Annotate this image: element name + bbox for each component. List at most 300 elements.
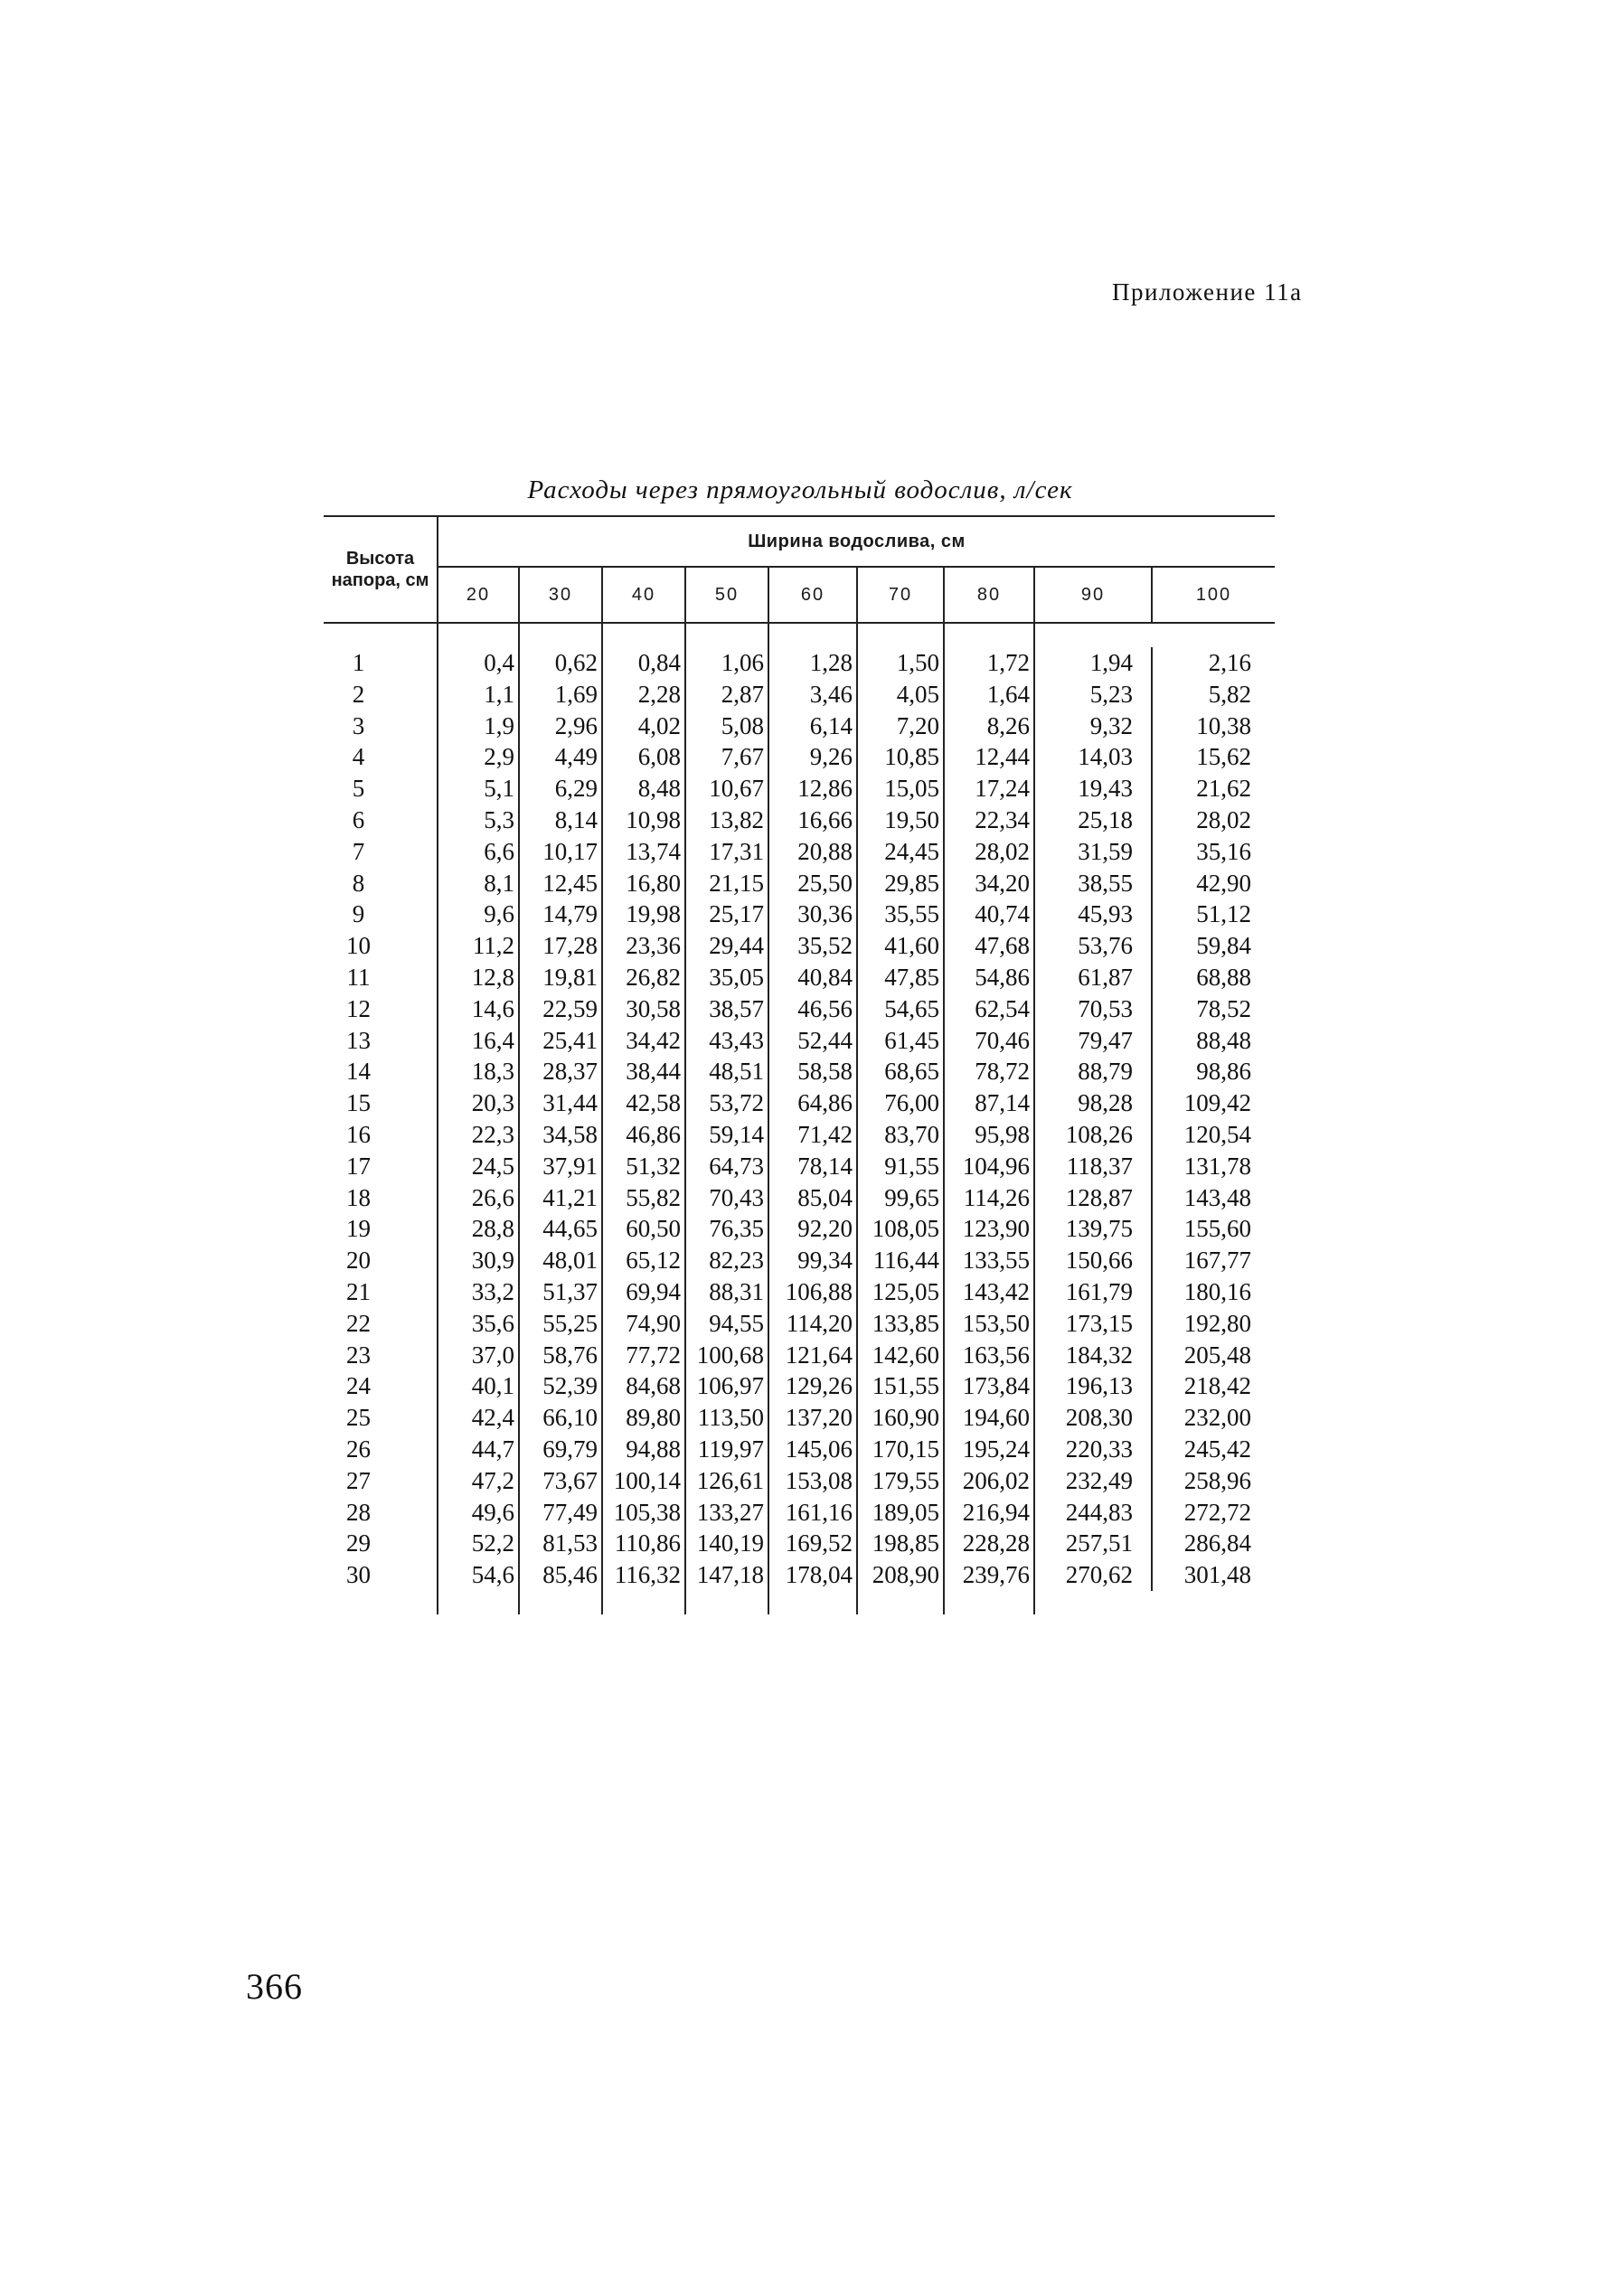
value-cell: 59,14 [685,1119,768,1151]
value-cell: 5,82 [1208,680,1252,708]
value-cell: 1,9 [438,710,519,742]
value-cell: 6,6 [438,836,519,868]
table-row [324,1465,1275,1497]
spacer-cell [324,1591,438,1614]
value-cell: 44,65 [519,1213,602,1245]
head-cell: 28 [324,1497,438,1529]
value-cell: 143,42 [944,1276,1034,1308]
value-cell: 61,45 [857,1025,944,1057]
value-cell: 208,30 [1034,1402,1152,1434]
value-cell: 77,72 [602,1340,685,1371]
head-cell: 26 [324,1434,438,1465]
value-cell: 38,44 [602,1056,685,1087]
value-cell: 208,90 [857,1559,944,1591]
value-cell: 70,46 [944,1025,1034,1057]
value-cell: 8,1 [438,868,519,899]
value-cell: 180,16 [1183,1277,1252,1305]
table-row [324,1276,1275,1308]
value-cell: 35,6 [438,1308,519,1340]
value-cell: 1,72 [944,647,1034,679]
value-cell: 26,6 [438,1182,519,1214]
value-cell: 22,59 [519,993,602,1025]
value-cell: 76,35 [685,1213,768,1245]
value-cell: 25,50 [768,868,857,899]
value-cell: 31,59 [1034,836,1152,868]
table-row [324,1370,1275,1402]
table-row [324,836,1275,868]
value-cell: 153,50 [944,1308,1034,1340]
table-row [324,805,1275,836]
value-cell: 91,55 [857,1151,944,1182]
value-cell: 12,8 [438,962,519,993]
head-cell: 17 [324,1151,438,1182]
value-cell: 2,87 [685,679,768,710]
spacer-cell [1034,1591,1152,1614]
head-cell: 4 [324,741,438,773]
value-cell: 104,96 [944,1151,1034,1182]
value-cell: 69,79 [519,1434,602,1465]
value-cell: 1,69 [519,679,602,710]
head-cell: 15 [324,1087,438,1119]
value-cell: 22,34 [944,805,1034,836]
value-cell: 21,62 [1196,775,1252,803]
value-cell: 2,28 [602,679,685,710]
value-cell: 126,61 [685,1465,768,1497]
value-cell: 17,24 [944,773,1034,805]
value-cell: 95,98 [944,1119,1034,1151]
head-cell: 19 [324,1213,438,1245]
spacer-cell [438,623,519,647]
value-cell: 10,98 [602,805,685,836]
value-cell: 196,13 [1034,1370,1152,1402]
value-cell: 12,45 [519,868,602,899]
table-row [324,1119,1275,1151]
table-row [324,741,1275,773]
value-cell: 54,86 [944,962,1034,993]
value-cell: 161,16 [768,1497,857,1529]
value-cell: 37,91 [519,1151,602,1182]
value-cell: 37,0 [438,1340,519,1371]
value-cell: 65,12 [602,1245,685,1276]
value-cell: 2,16 [1208,649,1252,676]
table-row [324,993,1275,1025]
value-cell: 151,55 [857,1370,944,1402]
value-cell: 109,42 [1183,1089,1252,1117]
value-cell: 5,3 [438,805,519,836]
value-cell: 92,20 [768,1213,857,1245]
value-cell: 205,48 [1183,1341,1252,1369]
value-cell: 160,90 [857,1402,944,1434]
value-cell: 120,54 [1183,1120,1252,1148]
table-row [324,1245,1275,1276]
value-cell: 139,75 [1034,1213,1152,1245]
value-cell: 25,17 [685,899,768,930]
spacer-cell [768,623,857,647]
value-cell: 17,31 [685,836,768,868]
value-cell: 153,08 [768,1465,857,1497]
value-cell: 61,87 [1034,962,1152,993]
value-cell: 89,80 [602,1402,685,1434]
head-cell: 13 [324,1025,438,1057]
table-row [324,710,1275,742]
table-row [324,1308,1275,1340]
head-cell: 11 [324,962,438,993]
value-cell: 84,68 [602,1370,685,1402]
value-cell: 34,58 [519,1119,602,1151]
value-cell: 140,19 [685,1528,768,1559]
table-tail-row [324,1591,1275,1614]
head-cell: 10 [324,930,438,962]
spacer-cell [685,1591,768,1614]
value-cell: 121,64 [768,1340,857,1371]
value-cell: 116,32 [602,1559,685,1591]
value-cell: 198,85 [857,1528,944,1559]
value-cell: 7,67 [685,741,768,773]
value-cell: 6,29 [519,773,602,805]
value-cell: 20,3 [438,1087,519,1119]
value-cell: 14,6 [438,993,519,1025]
value-cell: 58,76 [519,1340,602,1371]
value-cell: 108,26 [1034,1119,1152,1151]
value-cell: 51,32 [602,1151,685,1182]
value-cell: 47,68 [944,930,1034,962]
head-cell: 23 [324,1340,438,1371]
value-cell: 51,37 [519,1276,602,1308]
value-cell: 1,06 [685,647,768,679]
value-cell: 47,2 [438,1465,519,1497]
value-cell: 10,38 [1196,711,1252,739]
value-cell: 9,26 [768,741,857,773]
value-cell: 43,43 [685,1025,768,1057]
value-cell: 47,85 [857,962,944,993]
head-cell: 1 [324,647,438,679]
value-cell: 31,44 [519,1087,602,1119]
value-cell: 34,20 [944,868,1034,899]
value-cell: 170,15 [857,1434,944,1465]
value-cell: 87,14 [944,1087,1034,1119]
value-cell: 55,82 [602,1182,685,1214]
value-cell: 133,85 [857,1308,944,1340]
spacer-cell [944,623,1034,647]
width-header-cell: 30 [519,567,602,623]
value-cell: 78,52 [1196,994,1252,1022]
width-group-header: Ширина водослива, см [438,516,1275,567]
head-cell: 18 [324,1182,438,1214]
spacer-cell [602,1591,685,1614]
spacer-cell [438,1591,519,1614]
value-cell: 178,04 [768,1559,857,1591]
value-cell: 228,28 [944,1528,1034,1559]
value-cell: 125,05 [857,1276,944,1308]
value-cell: 24,45 [857,836,944,868]
value-cell: 23,36 [602,930,685,962]
width-header-cell: 100 [1152,567,1275,623]
value-cell: 2,9 [438,741,519,773]
value-cell: 19,43 [1034,773,1152,805]
spacer-cell [857,623,944,647]
value-cell: 81,53 [519,1528,602,1559]
value-cell: 244,83 [1034,1497,1152,1529]
value-cell: 216,94 [944,1497,1034,1529]
value-cell: 9,32 [1034,710,1152,742]
value-cell: 301,48 [1183,1561,1252,1589]
page-number: 366 [246,1966,303,2007]
value-cell: 40,1 [438,1370,519,1402]
value-cell: 113,50 [685,1402,768,1434]
head-cell: 20 [324,1245,438,1276]
table-row [324,1213,1275,1245]
value-cell: 11,2 [438,930,519,962]
value-cell: 40,74 [944,899,1034,930]
value-cell: 173,15 [1034,1308,1152,1340]
table-row [324,1340,1275,1371]
table-row [324,1528,1275,1559]
value-cell: 2,96 [519,710,602,742]
value-cell: 4,05 [857,679,944,710]
value-cell: 5,08 [685,710,768,742]
spacer-cell [768,1591,857,1614]
value-cell: 35,52 [768,930,857,962]
table-row [324,962,1275,993]
value-cell: 64,73 [685,1151,768,1182]
value-cell: 54,65 [857,993,944,1025]
value-cell: 51,12 [1196,900,1252,928]
value-cell: 270,62 [1034,1559,1152,1591]
value-cell: 286,84 [1183,1529,1252,1557]
value-cell: 12,86 [768,773,857,805]
value-cell: 1,50 [857,647,944,679]
value-cell: 79,47 [1034,1025,1152,1057]
value-cell: 25,18 [1034,805,1152,836]
value-cell: 10,85 [857,741,944,773]
value-cell: 44,7 [438,1434,519,1465]
value-cell: 53,76 [1034,930,1152,962]
value-cell: 52,2 [438,1528,519,1559]
value-cell: 167,77 [1183,1247,1252,1275]
discharge-table [324,515,1275,1614]
table-row [324,1151,1275,1182]
head-cell: 30 [324,1559,438,1591]
width-header-cell: 90 [1034,567,1152,623]
width-header-row [324,567,1275,623]
head-cell: 12 [324,993,438,1025]
value-cell: 99,34 [768,1245,857,1276]
head-cell: 7 [324,836,438,868]
value-cell: 62,54 [944,993,1034,1025]
value-cell: 145,06 [768,1434,857,1465]
value-cell: 100,68 [685,1340,768,1371]
table-row [324,1087,1275,1119]
value-cell: 88,31 [685,1276,768,1308]
value-cell: 163,56 [944,1340,1034,1371]
value-cell: 108,05 [857,1213,944,1245]
value-cell: 105,38 [602,1497,685,1529]
spacer-cell [602,623,685,647]
value-cell: 59,84 [1196,932,1252,960]
value-cell: 42,90 [1196,869,1252,897]
value-cell: 192,80 [1183,1309,1252,1337]
value-cell: 48,51 [685,1056,768,1087]
value-cell: 155,60 [1183,1215,1252,1243]
table-row [324,1056,1275,1087]
width-header-cell: 50 [685,567,768,623]
value-cell: 29,85 [857,868,944,899]
value-cell: 194,60 [944,1402,1034,1434]
value-cell: 116,44 [857,1245,944,1276]
spacer-cell [1034,623,1152,647]
value-cell: 77,49 [519,1497,602,1529]
value-cell: 35,05 [685,962,768,993]
value-cell: 46,86 [602,1119,685,1151]
value-cell: 18,3 [438,1056,519,1087]
value-cell: 245,42 [1183,1435,1252,1463]
value-cell: 88,48 [1196,1026,1252,1054]
spacer-cell [685,623,768,647]
head-cell: 27 [324,1465,438,1497]
value-cell: 98,28 [1034,1087,1152,1119]
value-cell: 35,55 [857,899,944,930]
table-row [324,1497,1275,1529]
value-cell: 218,42 [1183,1372,1252,1400]
value-cell: 25,41 [519,1025,602,1057]
value-cell: 48,01 [519,1245,602,1276]
value-cell: 16,66 [768,805,857,836]
value-cell: 76,00 [857,1087,944,1119]
table-row [324,1434,1275,1465]
value-cell: 40,84 [768,962,857,993]
value-cell: 4,49 [519,741,602,773]
value-cell: 14,79 [519,899,602,930]
value-cell: 29,44 [685,930,768,962]
value-cell: 272,72 [1183,1498,1252,1526]
value-cell: 161,79 [1034,1276,1152,1308]
value-cell: 0,4 [438,647,519,679]
value-cell: 30,58 [602,993,685,1025]
value-cell: 68,65 [857,1056,944,1087]
value-cell: 54,6 [438,1559,519,1591]
spacer-cell [1152,623,1275,647]
value-cell: 35,16 [1196,837,1252,865]
value-cell: 129,26 [768,1370,857,1402]
value-cell: 7,20 [857,710,944,742]
head-cell: 25 [324,1402,438,1434]
spacer-cell [519,1591,602,1614]
spacer-cell [1152,1591,1275,1614]
value-cell: 10,17 [519,836,602,868]
table-caption: Расходы через прямоугольный водослив, л/сек [527,475,1073,504]
head-cell: 9 [324,899,438,930]
value-cell: 38,57 [685,993,768,1025]
value-cell: 133,27 [685,1497,768,1529]
value-cell: 10,67 [685,773,768,805]
value-cell: 55,25 [519,1308,602,1340]
value-cell: 195,24 [944,1434,1034,1465]
value-cell: 94,55 [685,1308,768,1340]
head-cell: 5 [324,773,438,805]
spacer-cell [857,1591,944,1614]
table-row [324,868,1275,899]
width-header-cell: 20 [438,567,519,623]
value-cell: 33,2 [438,1276,519,1308]
value-cell: 239,76 [944,1559,1034,1591]
value-cell: 38,55 [1034,868,1152,899]
value-cell: 45,93 [1034,899,1152,930]
value-cell: 13,82 [685,805,768,836]
value-cell: 14,03 [1034,741,1152,773]
table-row [324,679,1275,710]
value-cell: 74,90 [602,1308,685,1340]
width-header-cell: 60 [768,567,857,623]
value-cell: 52,44 [768,1025,857,1057]
value-cell: 150,66 [1034,1245,1152,1276]
table-row [324,930,1275,962]
table-row [324,899,1275,930]
value-cell: 189,05 [857,1497,944,1529]
value-cell: 68,88 [1196,963,1252,991]
value-cell: 70,43 [685,1182,768,1214]
table-row [324,647,1275,679]
head-cell: 29 [324,1528,438,1559]
value-cell: 8,48 [602,773,685,805]
value-cell: 85,04 [768,1182,857,1214]
value-cell: 106,88 [768,1276,857,1308]
value-cell: 28,37 [519,1056,602,1087]
head-cell: 24 [324,1370,438,1402]
value-cell: 26,82 [602,962,685,993]
value-cell: 147,18 [685,1559,768,1591]
value-cell: 1,64 [944,679,1034,710]
value-cell: 106,97 [685,1370,768,1402]
table-row [324,1559,1275,1591]
value-cell: 41,60 [857,930,944,962]
value-cell: 114,20 [768,1308,857,1340]
value-cell: 83,70 [857,1119,944,1151]
value-cell: 85,46 [519,1559,602,1591]
value-cell: 9,6 [438,899,519,930]
value-cell: 46,56 [768,993,857,1025]
value-cell: 52,39 [519,1370,602,1402]
appendix-label: Приложение 11а [1112,278,1303,306]
value-cell: 3,46 [768,679,857,710]
head-cell: 6 [324,805,438,836]
value-cell: 66,10 [519,1402,602,1434]
value-cell: 99,65 [857,1182,944,1214]
value-cell: 94,88 [602,1434,685,1465]
value-cell: 13,74 [602,836,685,868]
value-cell: 128,87 [1034,1182,1152,1214]
value-cell: 173,84 [944,1370,1034,1402]
value-cell: 1,94 [1034,647,1152,679]
value-cell: 258,96 [1183,1466,1252,1494]
value-cell: 5,1 [438,773,519,805]
table-row [324,773,1275,805]
value-cell: 220,33 [1034,1434,1152,1465]
value-cell: 184,32 [1034,1340,1152,1371]
value-cell: 257,51 [1034,1528,1152,1559]
value-cell: 119,97 [685,1434,768,1465]
value-cell: 71,42 [768,1119,857,1151]
value-cell: 58,58 [768,1056,857,1087]
value-cell: 232,00 [1183,1404,1252,1432]
value-cell: 114,26 [944,1182,1034,1214]
value-cell: 169,52 [768,1528,857,1559]
value-cell: 6,08 [602,741,685,773]
value-cell: 19,98 [602,899,685,930]
head-cell: 16 [324,1119,438,1151]
head-cell: 14 [324,1056,438,1087]
value-cell: 15,05 [857,773,944,805]
value-cell: 133,55 [944,1245,1034,1276]
